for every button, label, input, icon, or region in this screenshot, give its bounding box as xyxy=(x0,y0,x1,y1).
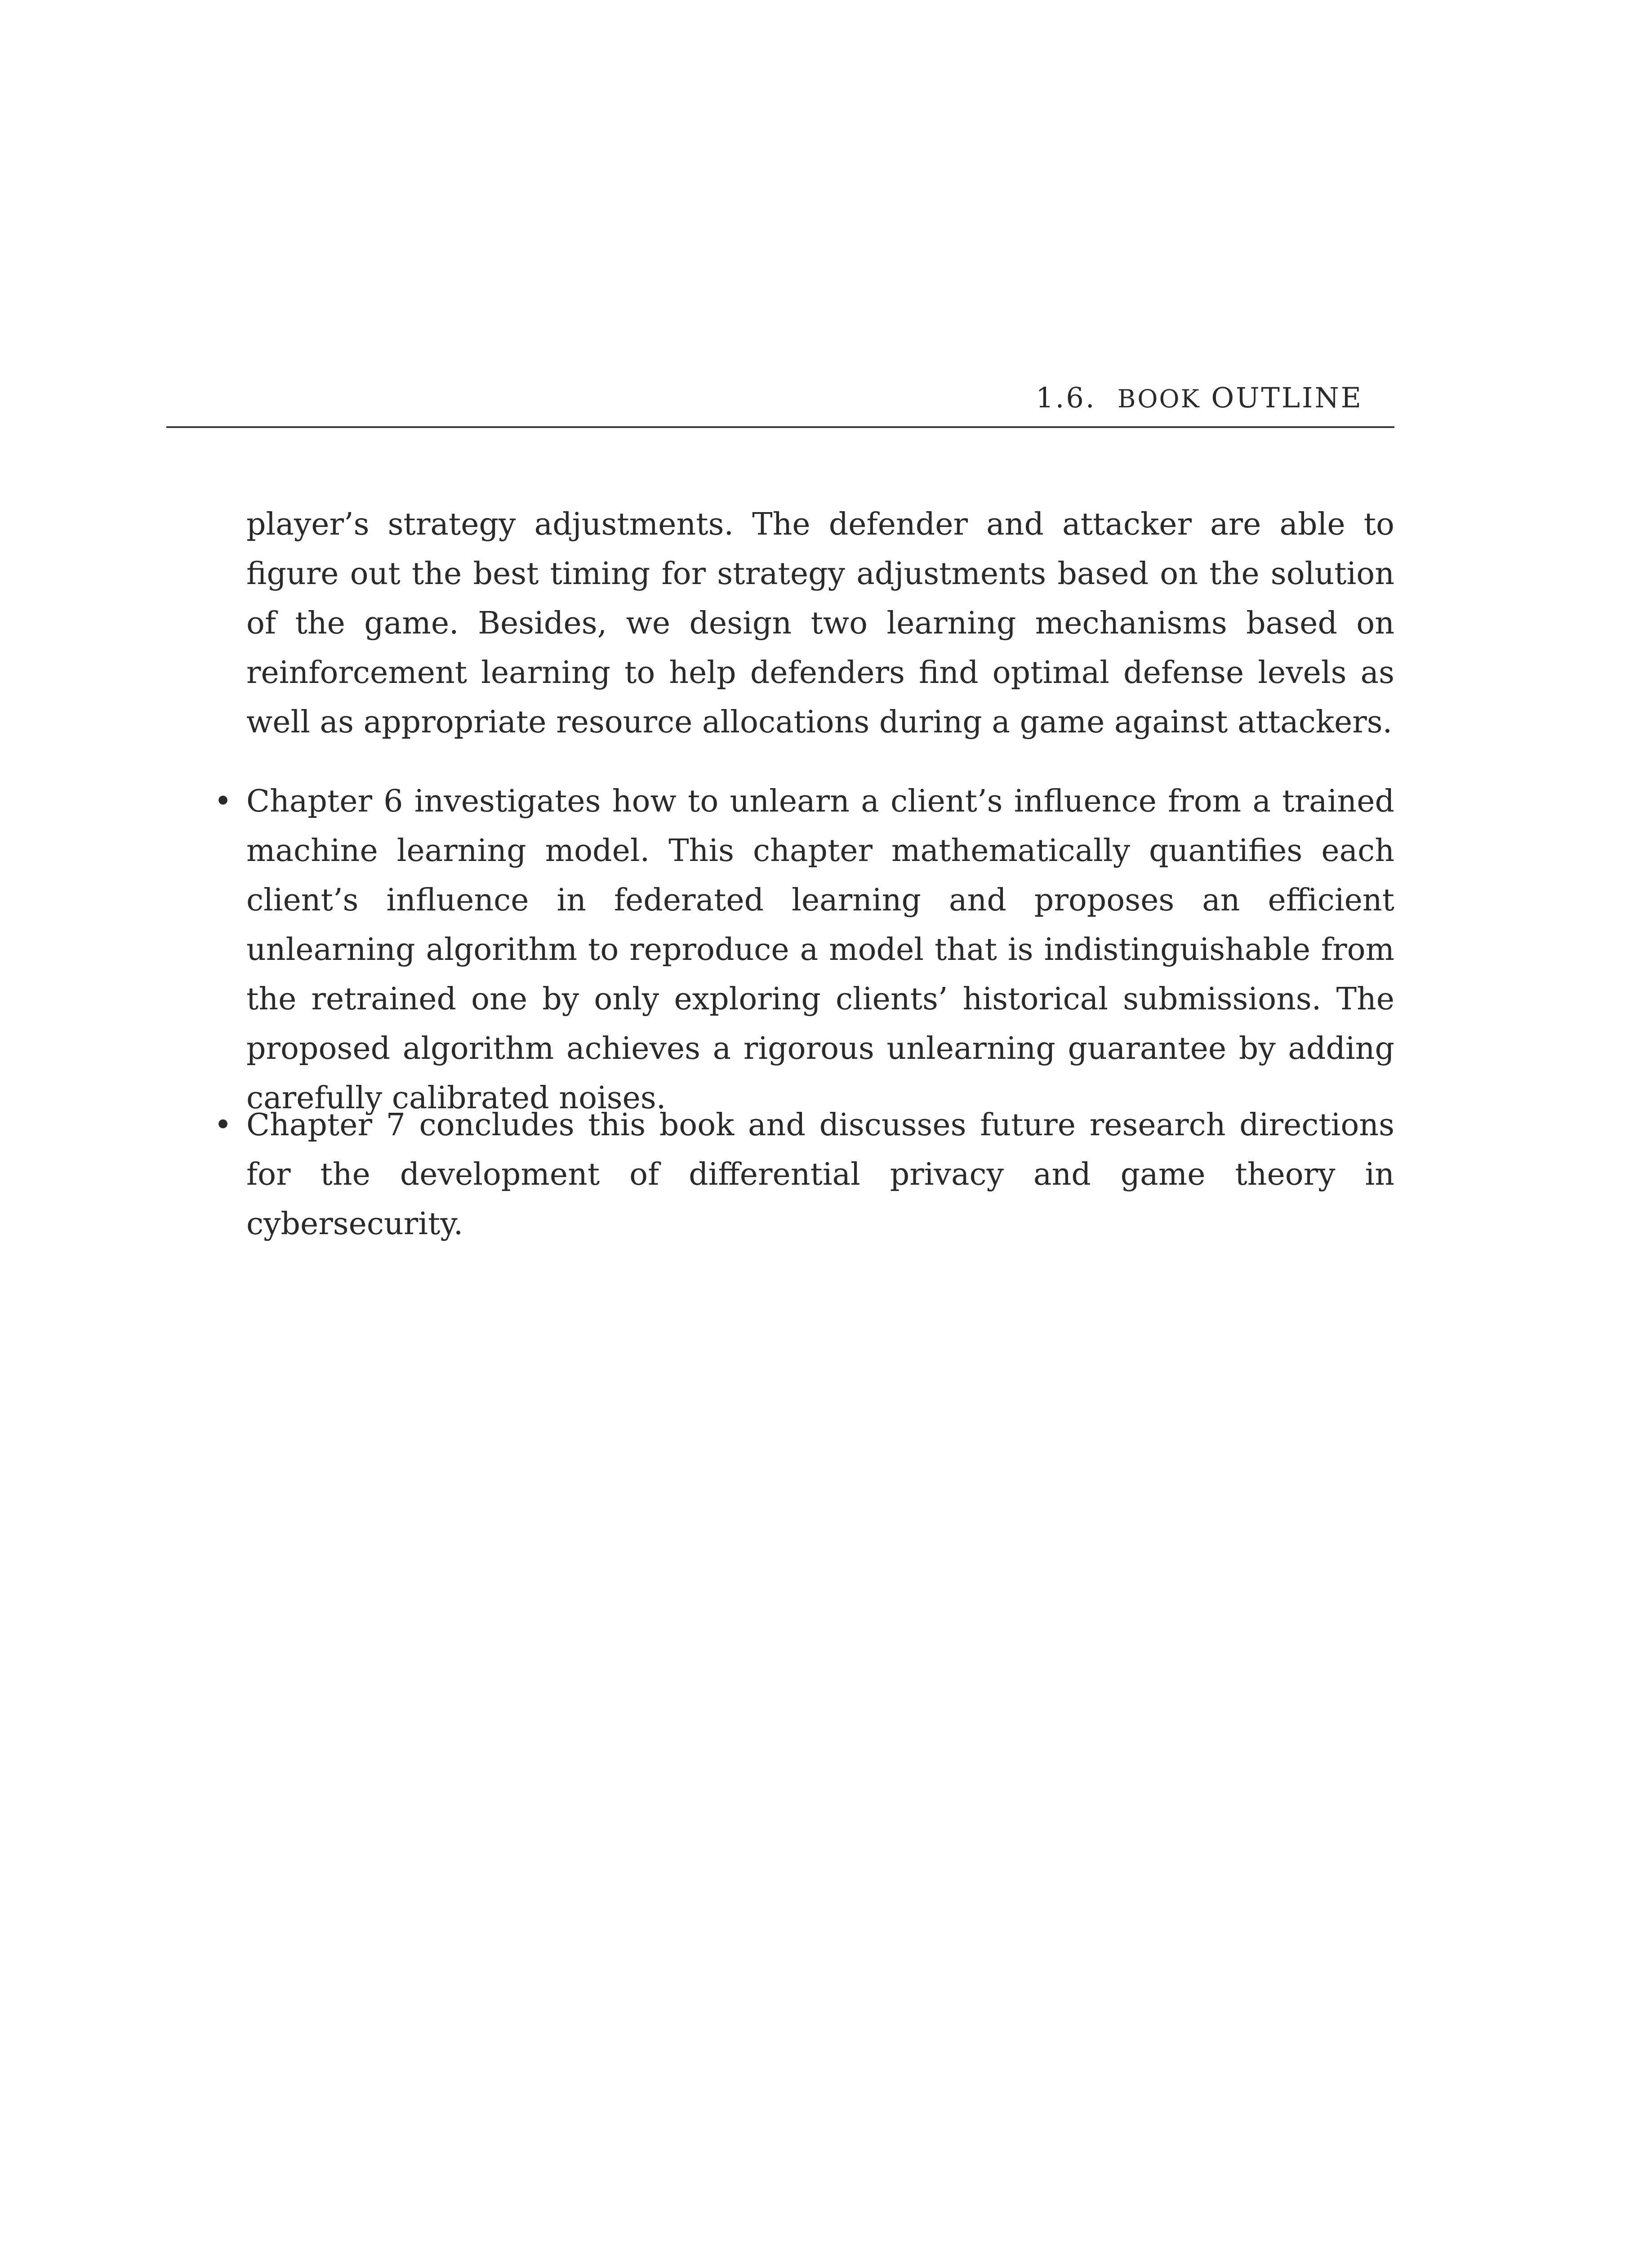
chapter-list xyxy=(214,777,1394,1123)
bullet-icon: • xyxy=(214,784,232,819)
bullet-icon: • xyxy=(214,1107,232,1143)
running-head-word-book: BOOK xyxy=(1117,384,1201,413)
continued-paragraph-block xyxy=(246,500,1394,747)
list-item-text: Chapter 7 concludes this book and discusses future research directions for the development of differential privacy and game theory in cybersecurity. xyxy=(246,1107,1394,1242)
list-item-chapter-6 xyxy=(214,777,1394,1123)
chapter-list-continued xyxy=(214,1101,1394,1249)
running-head-text xyxy=(1036,381,1363,414)
continued-paragraph: player’s strategy adjustments. The defender and attacker are able to figure out the best timing for strategy adjustments based on the solution of the game. Besides, we design two learning mechanisms based on reinforcement learning to help defenders find optimal defense levels as well as appropriate resource allocations during a game against attackers. xyxy=(246,507,1394,740)
section-number: 1.6. xyxy=(1036,381,1096,414)
running-head-word-outline: OUTLINE xyxy=(1211,381,1363,414)
list-item-chapter-7 xyxy=(214,1101,1394,1249)
list-item-text: Chapter 6 investigates how to unlearn a client’s influence from a trained machine learning model. This chapter mathematically quantifies each client’s influence in federated learning and proposes an efficient unlearning algorithm to reproduce a model that is indistinguishable from the retrained one by only exploring clients’ historical submissions. The proposed algorithm achieves a rigorous unlearning guarantee by adding carefully calibrated noises. xyxy=(246,784,1394,1116)
running-head xyxy=(166,378,1394,428)
